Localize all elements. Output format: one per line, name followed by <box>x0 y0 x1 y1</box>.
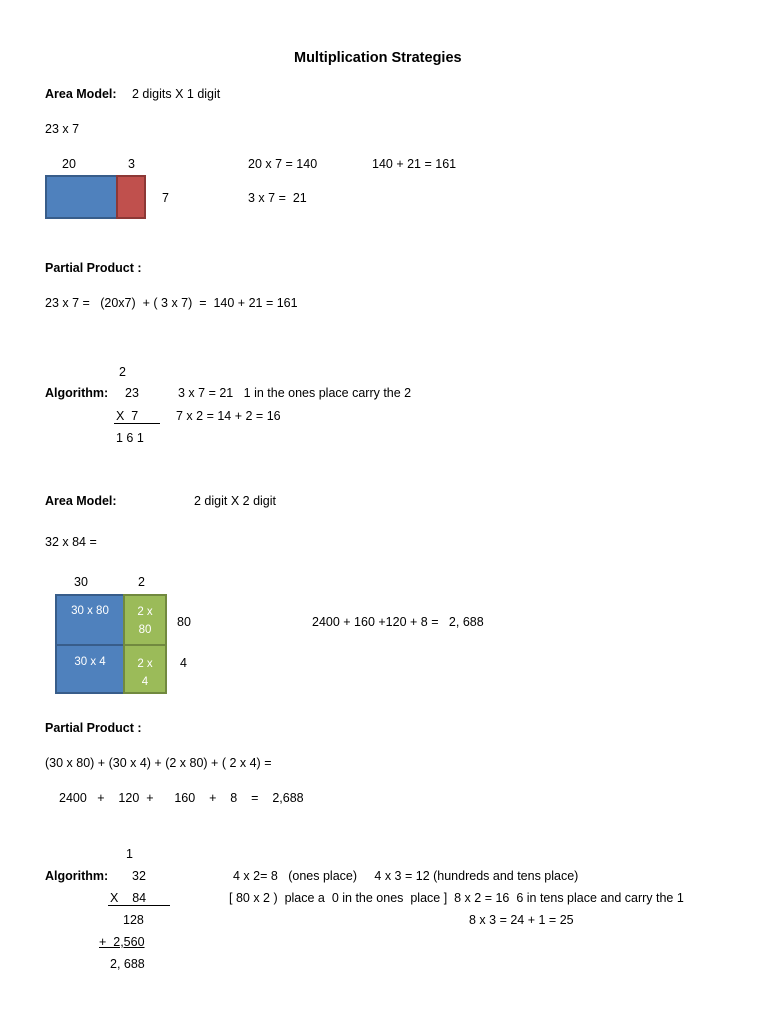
label-80: 80 <box>177 615 191 629</box>
algorithm-step2: 7 x 2 = 14 + 2 = 16 <box>176 409 281 423</box>
area-model-heading: Area Model: <box>45 87 117 101</box>
equation-20x7: 20 x 7 = 140 <box>248 157 318 171</box>
label-3: 3 <box>128 157 135 171</box>
algorithm-rule <box>114 423 160 424</box>
problem-23x7: 23 x 7 <box>45 122 80 136</box>
cell-30x4-label: 30 x 4 <box>74 656 106 668</box>
algorithm-heading: Algorithm: <box>45 386 109 400</box>
algorithm-2-step1: 4 x 2= 8 (ones place) 4 x 3 = 12 (hundreds and tens place) <box>233 869 579 883</box>
area-block-20x7 <box>45 175 118 219</box>
algorithm-2-rule <box>108 905 170 906</box>
algorithm-step1: 3 x 7 = 21 1 in the ones place carry the 2 <box>178 386 412 400</box>
algorithm-result: 1 6 1 <box>116 431 144 445</box>
partial-product-2-heading: Partial Product : <box>45 721 142 735</box>
area-model-2-subheading: 2 digit X 2 digit <box>194 494 276 508</box>
cell-2x4-label: 2 x 4 <box>137 658 153 689</box>
partial-product-equation: 23 x 7 = (20x7) + ( 3 x 7) = 140 + 21 = 161 <box>45 296 298 310</box>
cell-30x80-label: 30 x 80 <box>71 605 109 617</box>
carry-digit: 2 <box>119 365 126 379</box>
partial-product-heading: Partial Product : <box>45 261 142 275</box>
label-30: 30 <box>74 575 88 589</box>
partial-product-2-values: 2400 + 120 + 160 + 8 = 2,688 <box>59 791 304 805</box>
cell-30x4 <box>55 644 125 694</box>
algorithm-2-partial1: 128 <box>123 913 144 927</box>
algorithm-2-result: 2, 688 <box>110 957 145 971</box>
algorithm-2-step3: 8 x 3 = 24 + 1 = 25 <box>469 913 574 927</box>
algorithm-2-partial2: + 2,560 <box>99 935 145 949</box>
equation-3x7: 3 x 7 = 21 <box>248 191 307 205</box>
area-sum: 2400 + 160 +120 + 8 = 2, 688 <box>312 615 484 629</box>
algorithm-2-heading: Algorithm: <box>45 869 109 883</box>
algorithm-top: 23 <box>125 386 139 400</box>
cell-30x80 <box>55 594 125 646</box>
equation-sum-161: 140 + 21 = 161 <box>372 157 457 171</box>
partial-product-2-expression: (30 x 80) + (30 x 4) + (2 x 80) + ( 2 x 4) = <box>45 756 272 770</box>
label-7: 7 <box>162 191 169 205</box>
area-model-subheading: 2 digits X 1 digit <box>132 87 221 101</box>
label-20: 20 <box>62 157 76 171</box>
cell-2x80-label: 2 x 80 <box>137 606 153 637</box>
label-2: 2 <box>138 575 145 589</box>
area-block-3x7 <box>116 175 146 219</box>
label-4: 4 <box>180 656 187 670</box>
algorithm-2-top: 32 <box>132 869 146 883</box>
carry-digit-2: 1 <box>126 847 133 861</box>
page-title: Multiplication Strategies <box>294 50 462 66</box>
algorithm-multiplier: X 7 <box>116 409 139 423</box>
algorithm-2-multiplier: X 84 <box>110 891 147 905</box>
area-model-2-heading: Area Model: <box>45 494 117 508</box>
algorithm-2-step2: [ 80 x 2 ) place a 0 in the ones place ] 8 x 2 = 16 6 in tens place and carry the 1 <box>229 891 684 905</box>
problem-32x84: 32 x 84 = <box>45 535 97 549</box>
